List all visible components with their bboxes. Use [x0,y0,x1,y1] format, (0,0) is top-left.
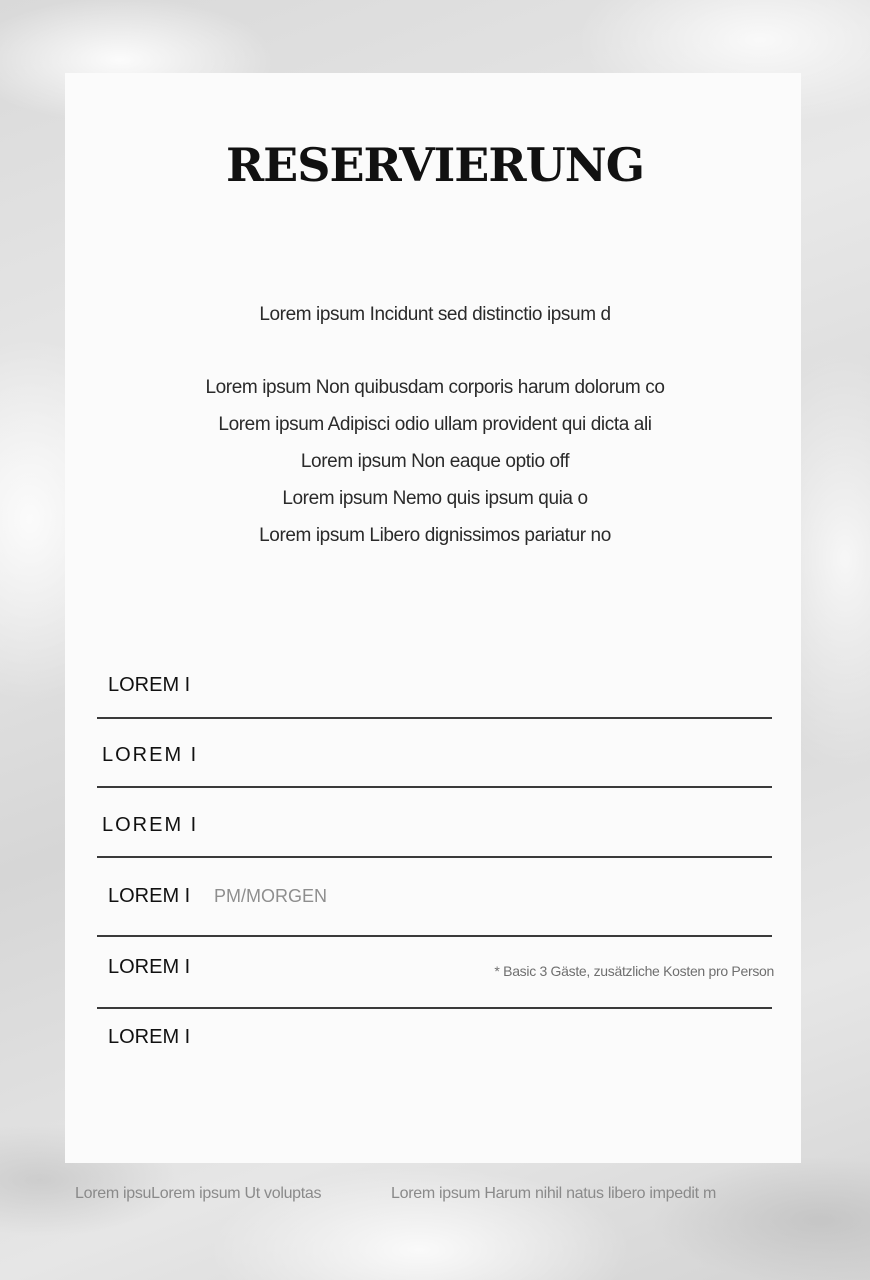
field-label-6: LOREM I [108,1026,191,1048]
intro-text: Lorem ipsum Incidunt sed distinctio ipsum d [259,304,611,325]
time-placeholder[interactable]: PM/MORGEN [214,886,328,906]
field-input-line-5[interactable] [97,1007,772,1009]
page-title: RESERVIERUNG [225,138,645,192]
field-label-2: LOREM I [102,744,199,766]
description-block [0,375,870,560]
field-input-line-3[interactable] [97,856,772,858]
description-line: Lorem ipsum Adipisci odio ullam provident qui dicta ali [218,414,652,435]
footer-right-text: Lorem ipsum Harum nihil natus libero impedit m [391,1185,716,1202]
description-line: Lorem ipsum Non eaque optio off [300,451,570,472]
description-line: Lorem ipsum Nemo quis ipsum quia o [282,488,588,509]
footer-left-text: Lorem ipsuLorem ipsum Ut voluptas [75,1185,322,1202]
field-input-line-1[interactable] [97,717,772,719]
field-label-4: LOREM I [108,885,191,907]
field-input-line-2[interactable] [97,786,772,788]
field-label-5: LOREM I [108,956,191,978]
guest-note: * Basic 3 Gäste, zusätzliche Kosten pro Person [494,963,774,979]
field-label-3: LOREM I [102,814,199,836]
field-label-1: LOREM I [108,674,191,696]
field-input-line-4[interactable] [97,935,772,937]
description-line: Lorem ipsum Non quibusdam corporis harum dolorum co [205,377,665,398]
reservation-card [65,73,801,1163]
description-line: Lorem ipsum Libero dignissimos pariatur no [259,525,611,546]
